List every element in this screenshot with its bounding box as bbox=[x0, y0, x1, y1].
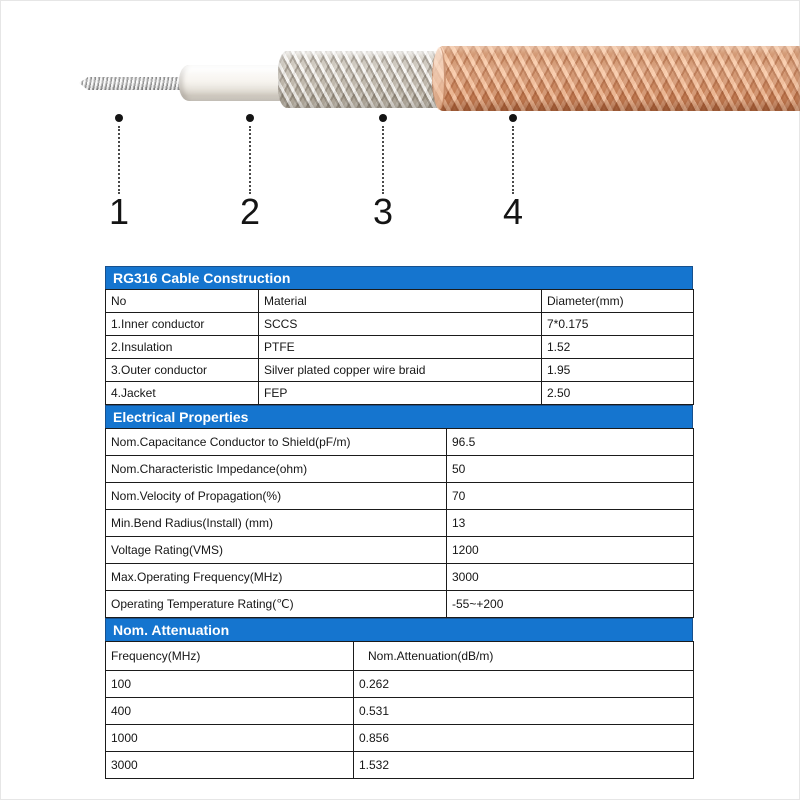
table-row bbox=[106, 359, 694, 382]
table-row bbox=[106, 313, 694, 336]
pointer-dot bbox=[379, 114, 387, 122]
table-row bbox=[106, 510, 694, 537]
table-row bbox=[106, 564, 694, 591]
layer-number: 3 bbox=[372, 191, 394, 232]
table-cell: 2.50 bbox=[542, 382, 694, 405]
property-value: 1200 bbox=[447, 537, 694, 564]
property-label: Nom.Velocity of Propagation(%) bbox=[106, 483, 447, 510]
property-label: Operating Temperature Rating(℃) bbox=[106, 591, 447, 618]
attenuation-value: 1.532 bbox=[354, 752, 694, 779]
property-value: 13 bbox=[447, 510, 694, 537]
table-row bbox=[106, 591, 694, 618]
table-row bbox=[106, 537, 694, 564]
outer-conductor-braid-layer bbox=[278, 51, 440, 108]
construction-section-title: RG316 Cable Construction bbox=[105, 266, 693, 289]
table-cell: 2.Insulation bbox=[106, 336, 259, 359]
property-value: 70 bbox=[447, 483, 694, 510]
table-row bbox=[106, 483, 694, 510]
property-value: -55~+200 bbox=[447, 591, 694, 618]
cable-cutaway-figure bbox=[1, 1, 800, 241]
insulation-layer bbox=[179, 65, 287, 101]
electrical-properties-table bbox=[105, 428, 694, 618]
table-cell: 1.52 bbox=[542, 336, 694, 359]
column-header: No bbox=[106, 290, 259, 313]
frequency-value: 1000 bbox=[106, 725, 354, 752]
pointer-line bbox=[118, 126, 120, 194]
property-value: 96.5 bbox=[447, 429, 694, 456]
frequency-value: 3000 bbox=[106, 752, 354, 779]
table-header-row bbox=[106, 642, 694, 671]
property-value: 3000 bbox=[447, 564, 694, 591]
table-row bbox=[106, 752, 694, 779]
pointer-line bbox=[249, 126, 251, 194]
table-header-row bbox=[106, 290, 694, 313]
layer-number: 1 bbox=[108, 191, 130, 232]
property-label: Voltage Rating(VMS) bbox=[106, 537, 447, 564]
table-cell: 1.Inner conductor bbox=[106, 313, 259, 336]
table-row bbox=[106, 671, 694, 698]
table-cell: 1.95 bbox=[542, 359, 694, 382]
table-cell: Silver plated copper wire braid bbox=[259, 359, 542, 382]
table-cell: PTFE bbox=[259, 336, 542, 359]
pointer-dot bbox=[246, 114, 254, 122]
property-label: Nom.Capacitance Conductor to Shield(pF/m) bbox=[106, 429, 447, 456]
table-cell: 4.Jacket bbox=[106, 382, 259, 405]
table-cell: SCCS bbox=[259, 313, 542, 336]
attenuation-value: 0.856 bbox=[354, 725, 694, 752]
table-row bbox=[106, 725, 694, 752]
property-value: 50 bbox=[447, 456, 694, 483]
table-cell: FEP bbox=[259, 382, 542, 405]
pointer-dot bbox=[115, 114, 123, 122]
column-header: Diameter(mm) bbox=[542, 290, 694, 313]
electrical-section-title: Electrical Properties bbox=[105, 405, 693, 428]
column-header: Nom.Attenuation(dB/m) bbox=[354, 642, 694, 671]
pointer-line bbox=[382, 126, 384, 194]
attenuation-section-title: Nom. Attenuation bbox=[105, 618, 693, 641]
jacket-layer bbox=[432, 46, 800, 111]
pointer-dot bbox=[509, 114, 517, 122]
table-row bbox=[106, 698, 694, 725]
property-label: Max.Operating Frequency(MHz) bbox=[106, 564, 447, 591]
table-row bbox=[106, 382, 694, 405]
property-label: Nom.Characteristic Impedance(ohm) bbox=[106, 456, 447, 483]
table-row bbox=[106, 429, 694, 456]
spec-tables bbox=[105, 266, 693, 779]
property-label: Min.Bend Radius(Install) (mm) bbox=[106, 510, 447, 537]
column-header: Material bbox=[259, 290, 542, 313]
table-cell: 3.Outer conductor bbox=[106, 359, 259, 382]
construction-table bbox=[105, 289, 694, 405]
frequency-value: 400 bbox=[106, 698, 354, 725]
layer-number: 2 bbox=[239, 191, 261, 232]
table-row bbox=[106, 456, 694, 483]
attenuation-value: 0.531 bbox=[354, 698, 694, 725]
attenuation-value: 0.262 bbox=[354, 671, 694, 698]
pointer-line bbox=[512, 126, 514, 194]
table-row bbox=[106, 336, 694, 359]
frequency-value: 100 bbox=[106, 671, 354, 698]
column-header: Frequency(MHz) bbox=[106, 642, 354, 671]
attenuation-table bbox=[105, 641, 694, 779]
table-cell: 7*0.175 bbox=[542, 313, 694, 336]
inner-conductor-layer bbox=[79, 77, 187, 90]
layer-number: 4 bbox=[502, 191, 524, 232]
